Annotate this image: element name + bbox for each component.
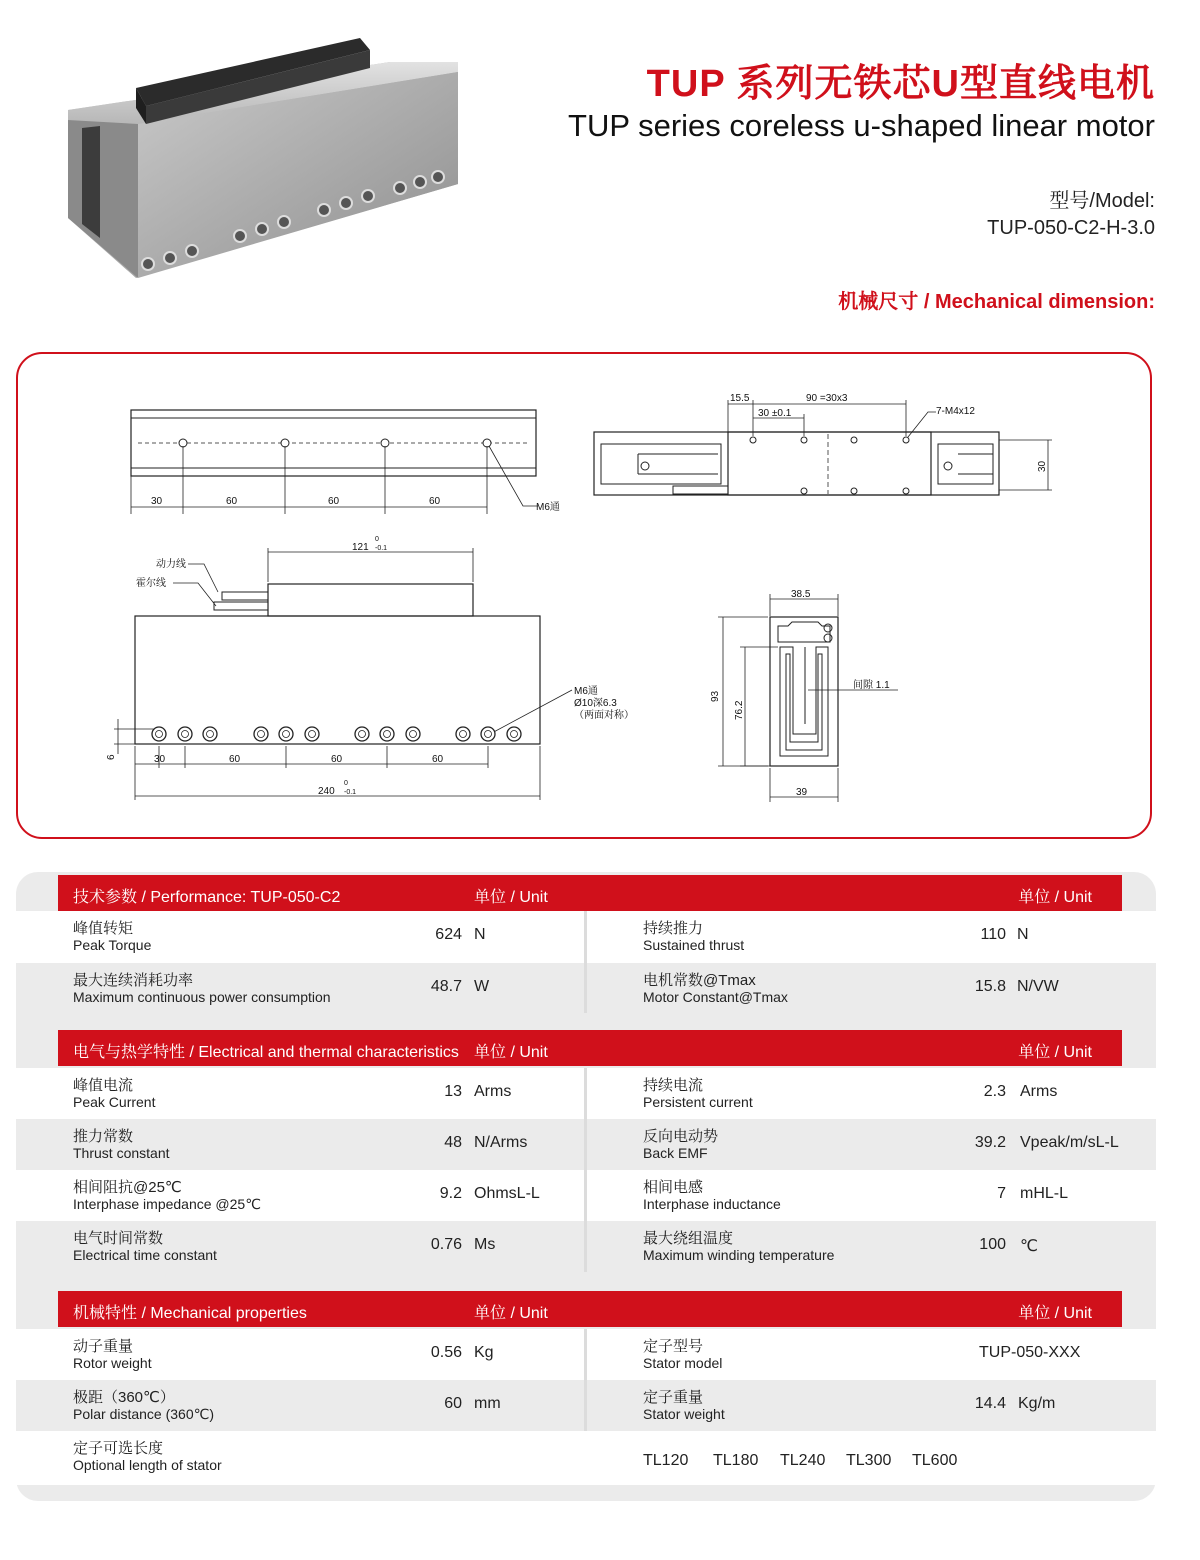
row-label-cn: 推力常数 bbox=[73, 1128, 134, 1145]
top-dim-0: 30 bbox=[151, 496, 163, 507]
mechanical-dimension-heading: 机械尺寸 / Mechanical dimension: bbox=[838, 291, 1155, 313]
model-label: 型号/Model: bbox=[1049, 190, 1155, 212]
row-label-cn: 持续电流 bbox=[643, 1077, 704, 1094]
side-dim-121: 121 bbox=[352, 542, 369, 553]
section-dim-39: 39 bbox=[796, 787, 808, 798]
row-label-en: Peak Torque bbox=[73, 937, 152, 953]
row-unit: N/Arms bbox=[474, 1134, 528, 1151]
row-label-en: Back EMF bbox=[643, 1145, 708, 1161]
top-dim-1: 60 bbox=[226, 496, 238, 507]
unit-label-right: 单位 / Unit bbox=[1018, 889, 1092, 906]
row-unit: Arms bbox=[1020, 1083, 1058, 1100]
unit-label-right: 单位 / Unit bbox=[1018, 1044, 1092, 1061]
row-label-en: Maximum winding temperature bbox=[643, 1247, 835, 1263]
row-unit: N/VW bbox=[1017, 978, 1059, 995]
row-label-cn: 定子型号 bbox=[643, 1338, 704, 1355]
stator-length-option: TL180 bbox=[713, 1452, 759, 1469]
row-label-cn: 极距（360℃） bbox=[73, 1389, 175, 1406]
model-value: TUP-050-C2-H-3.0 bbox=[987, 217, 1155, 239]
side-dim-240: 240 bbox=[318, 786, 335, 797]
label-hall-cable: 霍尔线 bbox=[136, 578, 166, 589]
section-dim-38-5: 38.5 bbox=[791, 589, 811, 600]
side-hole-note-2: Ø10深6.3 bbox=[574, 698, 617, 709]
section-title: 电气与热学特性 / Electrical and thermal characteristics bbox=[73, 1044, 459, 1061]
side-dim-1: 60 bbox=[229, 754, 241, 765]
section-dim-93: 93 bbox=[710, 690, 721, 702]
row-unit: OhmsL-L bbox=[474, 1185, 540, 1202]
row-label-en: Stator weight bbox=[643, 1406, 725, 1422]
row-label-en: Electrical time constant bbox=[73, 1247, 217, 1263]
row-value: 48 bbox=[444, 1134, 462, 1151]
row-value: 13 bbox=[444, 1083, 462, 1100]
row-value: 48.7 bbox=[430, 978, 462, 995]
side-hole-note-3: （两面对称） bbox=[574, 710, 634, 721]
row-label-en: Motor Constant@Tmax bbox=[643, 989, 788, 1005]
table-row bbox=[16, 1329, 1156, 1380]
row-label-cn: 定子可选长度 bbox=[73, 1440, 164, 1457]
row-unit: Kg/m bbox=[1018, 1395, 1056, 1412]
stator-dim-15-5: 15.5 bbox=[730, 393, 750, 404]
side-dim-3: 60 bbox=[432, 754, 444, 765]
row-unit: Ms bbox=[474, 1236, 496, 1253]
row-unit: mHL-L bbox=[1020, 1185, 1069, 1202]
section-view-drawing bbox=[710, 589, 898, 802]
row-unit: N bbox=[474, 926, 486, 943]
table-row bbox=[16, 1068, 1156, 1119]
unit-label-right: 单位 / Unit bbox=[1018, 1305, 1092, 1322]
section-dim-76-2: 76.2 bbox=[734, 700, 745, 720]
row-value: 624 bbox=[435, 926, 462, 943]
table-row bbox=[16, 1221, 1156, 1272]
side-dim-240-tol-upper: 0 bbox=[344, 780, 348, 787]
row-value: 60 bbox=[444, 1395, 462, 1412]
row-label-en: Rotor weight bbox=[73, 1355, 152, 1371]
row-value: 2.3 bbox=[983, 1083, 1006, 1100]
table-row bbox=[16, 1170, 1156, 1221]
label-power-cable: 动力线 bbox=[156, 559, 186, 570]
stator-height: 30 bbox=[1037, 460, 1048, 472]
table-row bbox=[16, 1119, 1156, 1170]
row-value: 0.56 bbox=[430, 1344, 462, 1361]
side-dim-121-tol-lower: -0.1 bbox=[375, 545, 388, 552]
side-view-drawing bbox=[106, 536, 634, 800]
row-label-en: Peak Current bbox=[73, 1094, 156, 1110]
stator-plan-drawing bbox=[594, 393, 1052, 495]
row-value: 14.4 bbox=[974, 1395, 1006, 1412]
top-dim-2: 60 bbox=[328, 496, 340, 507]
stator-length-option: TL300 bbox=[846, 1452, 892, 1469]
row-label-en: Persistent current bbox=[643, 1094, 753, 1110]
row-label-cn: 动子重量 bbox=[73, 1338, 134, 1355]
row-label-en: Interphase inductance bbox=[643, 1196, 781, 1212]
top-view-drawing bbox=[131, 410, 560, 514]
row-label-cn: 定子重量 bbox=[643, 1389, 704, 1406]
row-label-cn: 持续推力 bbox=[643, 920, 704, 937]
stator-length-option: TL600 bbox=[912, 1452, 958, 1469]
section-header-mechanical bbox=[58, 1291, 1122, 1327]
row-unit: N bbox=[1017, 926, 1029, 943]
row-label-en: Thrust constant bbox=[73, 1145, 170, 1161]
row-label-en: Polar distance (360℃) bbox=[73, 1406, 215, 1422]
motor-product-image bbox=[60, 28, 470, 288]
side-dim-121-tol-upper: 0 bbox=[375, 536, 379, 543]
row-value: TUP-050-XXX bbox=[979, 1344, 1081, 1361]
section-header-electrical bbox=[58, 1030, 1122, 1066]
side-dim-6: 6 bbox=[106, 754, 117, 760]
page-title-cn: TUP 系列无铁芯U型直线电机 bbox=[646, 63, 1155, 105]
side-dim-2: 60 bbox=[331, 754, 343, 765]
row-unit: Kg bbox=[474, 1344, 494, 1361]
section-gap: 间隙 1.1 bbox=[853, 680, 890, 691]
mechanical-drawing-panel bbox=[16, 352, 1152, 839]
side-dim-0: 30 bbox=[154, 754, 166, 765]
table-row bbox=[16, 1380, 1156, 1431]
row-label-cn: 最大绕组温度 bbox=[643, 1230, 734, 1247]
row-unit: ℃ bbox=[1020, 1238, 1038, 1255]
row-label-en: Stator model bbox=[643, 1355, 723, 1371]
section-title: 机械特性 / Mechanical properties bbox=[73, 1305, 307, 1322]
top-dim-3: 60 bbox=[429, 496, 441, 507]
row-label-cn: 峰值电流 bbox=[73, 1077, 134, 1094]
row-value: 0.76 bbox=[430, 1236, 462, 1253]
top-hole-note: M6通 bbox=[536, 502, 560, 513]
row-label-cn: 最大连续消耗功率 bbox=[73, 972, 194, 989]
row-label-cn: 反向电动势 bbox=[643, 1128, 719, 1145]
row-value: 15.8 bbox=[974, 978, 1006, 995]
row-label-cn: 峰值转矩 bbox=[73, 920, 134, 937]
row-value: 110 bbox=[980, 926, 1006, 943]
section-title: 技术参数 / Performance: TUP-050-C2 bbox=[73, 889, 341, 906]
page-title-en: TUP series coreless u-shaped linear motor bbox=[568, 108, 1155, 143]
row-label-en: Maximum continuous power consumption bbox=[73, 989, 331, 1005]
row-unit: mm bbox=[474, 1395, 501, 1412]
row-label-cn: 电机常数@Tmax bbox=[643, 972, 756, 989]
stator-length-option: TL120 bbox=[643, 1452, 689, 1469]
side-dim-240-tol-lower: -0.1 bbox=[344, 789, 357, 796]
row-unit: Vpeak/m/sL-L bbox=[1020, 1134, 1119, 1151]
row-value: 7 bbox=[997, 1185, 1006, 1202]
stator-dim-90: 90 =30x3 bbox=[806, 393, 848, 404]
unit-label: 单位 / Unit bbox=[474, 889, 548, 906]
table-row bbox=[16, 911, 1156, 963]
unit-label: 单位 / Unit bbox=[474, 1044, 548, 1061]
row-label-cn: 相间阻抗@25℃ bbox=[73, 1179, 182, 1196]
stator-dim-30: 30 ±0.1 bbox=[758, 408, 792, 419]
row-value: 39.2 bbox=[974, 1134, 1006, 1151]
row-unit: W bbox=[474, 978, 490, 995]
row-label-cn: 电气时间常数 bbox=[73, 1230, 164, 1247]
row-value: 100 bbox=[979, 1236, 1006, 1253]
unit-label: 单位 / Unit bbox=[474, 1305, 548, 1322]
row-label-en: Interphase impedance @25℃ bbox=[73, 1196, 261, 1212]
table-row bbox=[16, 963, 1156, 1013]
row-value: 9.2 bbox=[439, 1185, 462, 1202]
stator-length-row bbox=[16, 1431, 1156, 1485]
stator-length-option: TL240 bbox=[780, 1452, 826, 1469]
row-label-en: Sustained thrust bbox=[643, 937, 745, 953]
side-hole-note-1: M6通 bbox=[574, 686, 598, 697]
section-header-performance bbox=[58, 875, 1122, 911]
stator-holes: 7-M4x12 bbox=[936, 406, 975, 417]
row-unit: Arms bbox=[474, 1083, 512, 1100]
row-label-en: Optional length of stator bbox=[73, 1457, 222, 1473]
row-label-cn: 相间电感 bbox=[643, 1179, 704, 1196]
